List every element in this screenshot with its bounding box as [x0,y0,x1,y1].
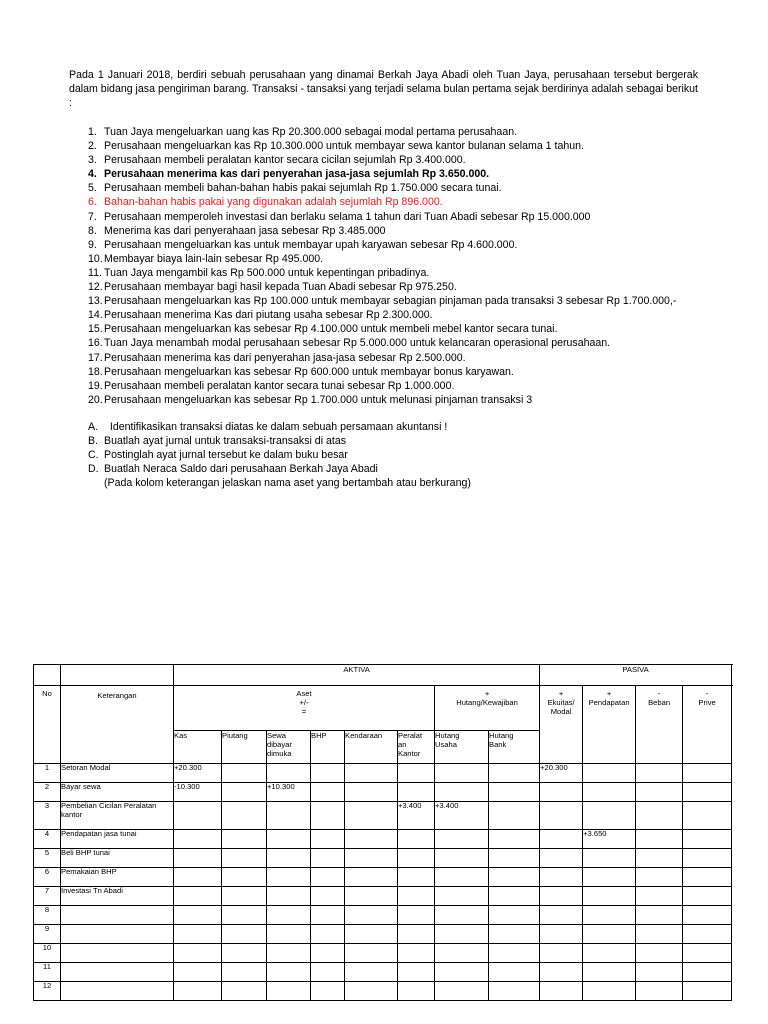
transaction-item [88,181,676,195]
table-cell [345,764,398,783]
table-cell: -10.300 [174,783,222,802]
col-bhp: BHP [311,731,345,764]
table-cell [174,887,222,906]
table-row [34,925,732,944]
transaction-item [88,210,676,224]
item-text: Perusahaan mengeluarkan kas Rp 10.300.000 untuk membayar sewa kantor bulanan selama 1 tahun. [104,140,584,153]
table-cell [540,783,583,802]
header-pendapatan: + Pendapatan [583,686,636,764]
table-cell [311,868,345,887]
item-letter: B. [88,434,99,447]
table-cell [489,783,540,802]
item-number: 8. [88,224,97,237]
table-cell [489,906,540,925]
table-cell [174,982,222,1001]
accounting-equation-table [33,664,732,1001]
transaction-item [88,266,676,280]
row-keterangan: Beli BHP tunai [61,849,174,868]
item-text: Menerima kas dari penyerahaan jasa sebesar Rp 3.485.000 [104,224,386,237]
table-cell [489,887,540,906]
table-row [34,868,732,887]
item-text: Perusahaan mengeluarkan kas untuk membayar upah karyawan sebesar Rp 4.600.000. [104,238,518,251]
table-cell [489,963,540,982]
transaction-item [88,153,676,167]
table-cell [345,982,398,1001]
table-cell [398,906,435,925]
table-cell [489,868,540,887]
row-number: 3 [34,802,61,830]
row-number: 10 [34,944,61,963]
table-cell [222,849,267,868]
table-cell [540,868,583,887]
table-cell [174,849,222,868]
header-no: No [34,686,61,764]
transaction-item [88,365,676,379]
table-cell [311,963,345,982]
table-cell [311,906,345,925]
transaction-item [88,351,676,365]
table-cell [435,887,489,906]
table-cell [345,830,398,849]
table-row [34,783,732,802]
table-cell [636,830,683,849]
table-cell [345,944,398,963]
table-cell [540,906,583,925]
table-cell [174,925,222,944]
item-text: Tuan Jaya mengeluarkan uang kas Rp 20.300.000 sebagai modal pertama perusahaan. [104,126,518,138]
table-cell [222,764,267,783]
table-cell [489,944,540,963]
table-cell [267,944,311,963]
item-text: Perusahaan mengeluarkan kas sebesar Rp 4.100.000 untuk membeli mebel kantor secara tunai. [104,323,558,336]
table-cell: +10.300 [267,783,311,802]
row-number: 11 [34,963,61,982]
table-cell [345,783,398,802]
row-number: 9 [34,925,61,944]
table-cell: +3.400 [435,802,489,830]
table-cell [540,849,583,868]
table-cell [345,963,398,982]
row-number: 1 [34,764,61,783]
transaction-item [88,280,676,294]
table-cell [398,764,435,783]
table-cell [636,802,683,830]
table-cell [174,868,222,887]
item-number: 1. [88,126,97,138]
transaction-item [88,379,676,393]
table-cell [267,963,311,982]
item-text: Tuan Jaya mengambil kas Rp 500.000 untuk kepentingan pribadinya. [104,266,430,279]
table-cell [345,802,398,830]
header-hutang: + Hutang/Kewajiban [435,686,540,731]
table-row [34,906,732,925]
table-cell [540,887,583,906]
instruction-item [88,463,447,477]
table-cell [345,868,398,887]
table-cell [398,887,435,906]
item-text: Tuan Jaya menambah modal perusahaan sebesar Rp 5.000.000 untuk kelancaran operasional perusahaan. [104,337,611,350]
table-cell [583,982,636,1001]
transaction-item [88,393,676,407]
table-cell [222,887,267,906]
transaction-item [88,238,676,252]
table-cell: +20.300 [174,764,222,783]
row-keterangan [61,906,174,925]
transaction-item [88,252,676,266]
transaction-list [88,125,676,407]
table-cell [683,944,732,963]
instruction-list [88,421,447,477]
item-number: 3. [88,154,97,167]
item-text: Perusahaan mengeluarkan kas Rp 100.000 untuk membayar sebagian pinjaman pada transaksi 3 sebesar Rp 1.700.000,- [104,295,677,308]
row-keterangan: Pendapatan jasa tunai [61,830,174,849]
table-cell [636,783,683,802]
item-letter: C. [88,448,99,461]
header-keterangan: Keterangan [61,686,174,764]
header-aset [174,686,435,731]
transaction-item [88,336,676,350]
table-cell [345,849,398,868]
row-keterangan: Setoran Modal [61,764,174,783]
table-cell [583,963,636,982]
transaction-item-bold [88,167,676,181]
table-cell [267,764,311,783]
table-cell [583,783,636,802]
table-cell [222,906,267,925]
table-cell [583,925,636,944]
row-number: 5 [34,849,61,868]
item-text: Postinglah ayat jurnal tersebut ke dalam buku besar [104,448,348,461]
item-text: Perusahaan membeli peralatan kantor secara cicilan sejumlah Rp 3.400.000. [104,154,466,167]
table-cell [636,944,683,963]
table-cell [435,982,489,1001]
table-cell [398,868,435,887]
transaction-item [88,139,676,153]
table-cell [398,830,435,849]
item-number: 18. [88,365,103,378]
table-cell [683,764,732,783]
table-cell [311,887,345,906]
item-text: Perusahaan menerima Kas dari piutang usaha sebesar Rp 2.300.000. [104,309,433,322]
header-ekuitas: + Ekuitas/ Modal [540,686,583,764]
table-cell [683,925,732,944]
table-cell [489,982,540,1001]
table-cell [311,764,345,783]
item-number: 10. [88,252,103,265]
header-aktiva: AKTIVA [174,665,540,686]
row-keterangan [61,925,174,944]
table-row [34,887,732,906]
table-cell [583,868,636,887]
table-row [34,963,732,982]
row-keterangan [61,944,174,963]
header-prive: - Prive [683,686,732,764]
item-number: 11. [88,266,102,279]
item-text: Bahan-bahan habis pakai yang digunakan adalah sejumlah Rp 896.000. [104,196,443,209]
table-cell [222,830,267,849]
item-text: Perusahaan menerima kas dari penyerahan jasa-jasa sejumlah Rp 3.650.000. [104,168,490,181]
table-cell [222,982,267,1001]
table-cell [489,764,540,783]
table-cell [435,764,489,783]
table-cell [398,982,435,1001]
table-cell [636,887,683,906]
item-number: 9. [88,238,97,251]
table-cell [540,830,583,849]
table-cell [636,849,683,868]
instruction-note: (Pada kolom keterangan jelaskan nama aset yang bertambah atau berkurang) [104,477,471,489]
item-text: Perusahaan menerima kas dari penyerahan jasa-jasa sebesar Rp 2.500.000. [104,351,466,364]
header-pasiva: PASIVA [540,665,732,686]
table-cell [435,783,489,802]
table-cell: +20.300 [540,764,583,783]
table-cell [267,802,311,830]
table-cell [540,963,583,982]
transaction-item-red [88,195,676,209]
table-cell [222,944,267,963]
table-cell [683,868,732,887]
table-row [34,944,732,963]
table-cell [398,963,435,982]
table-cell [435,849,489,868]
table-cell [267,868,311,887]
table-cell [267,830,311,849]
table-cell [174,944,222,963]
item-text: Perusahaan mengeluarkan kas sebesar Rp 1.700.000 untuk melunasi pinjaman transaksi 3 [104,393,533,406]
row-number: 6 [34,868,61,887]
header-beban: - Beban [636,686,683,764]
table-row [34,849,732,868]
table-cell [540,944,583,963]
table-cell [311,830,345,849]
table-cell [583,944,636,963]
table-cell: +3.400 [398,802,435,830]
table-cell [636,982,683,1001]
table-cell [311,849,345,868]
table-cell [311,982,345,1001]
table-cell [683,887,732,906]
aset-label: Aset [296,689,312,698]
table-cell [345,887,398,906]
item-text: Perusahaan membeli bahan-bahan habis pakai sejumlah Rp 1.750.000 secara tunai. [104,182,502,195]
table-row [34,830,732,849]
table-cell [636,868,683,887]
table-cell [435,963,489,982]
table-cell [583,887,636,906]
col-sewa: Sewa dibayar dimuka [267,731,311,764]
row-keterangan: Bayar sewa [61,783,174,802]
table-cell [311,802,345,830]
row-number: 4 [34,830,61,849]
table-cell [222,783,267,802]
table-cell [583,764,636,783]
col-kendaraan: Kendaraan [345,731,398,764]
intro-paragraph: Pada 1 Januari 2018, berdiri sebuah perusahaan yang dinamai Berkah Jaya Abadi oleh Tuan Jaya, perusahaan tersebut bergerak dalam bidang jasa pengiriman barang. Transaksi - tansaksi yang terjadi selama bulan pertama sejak berdirinya adalah sebagai berikut : [69,69,698,110]
table-cell [398,925,435,944]
table-cell [489,849,540,868]
table-cell: +3.650 [583,830,636,849]
table-cell [636,906,683,925]
row-number: 7 [34,887,61,906]
table-cell [267,906,311,925]
table-cell [583,906,636,925]
table-cell [222,868,267,887]
table-cell [683,802,732,830]
item-text: Buatlah Neraca Saldo dari perusahaan Berkah Jaya Abadi [104,462,378,475]
item-number: 6. [88,196,97,209]
table-cell [398,944,435,963]
col-piutang: Piutang [222,731,267,764]
table-cell [267,982,311,1001]
table-cell [311,925,345,944]
instruction-item [88,421,447,435]
item-number: 20. [88,393,103,406]
col-peralatan: Peralat an Kantor [398,731,435,764]
transaction-item [88,322,676,336]
table-cell [174,906,222,925]
table-cell [174,963,222,982]
row-keterangan: Pemakaian BHP [61,868,174,887]
col-hutang-usaha: Hutang Usaha [435,731,489,764]
table-cell [435,906,489,925]
row-keterangan: Pembelian Cicilan Peralatan kantor [61,802,174,830]
row-keterangan: Investasi Tn Abadi [61,887,174,906]
item-text: Perusahaan membayar bagi hasil kepada Tuan Abadi sebesar Rp 975.250. [104,281,457,294]
item-number: 13. [88,295,103,308]
table-cell [683,783,732,802]
item-number: 17. [88,351,103,364]
table-cell [174,830,222,849]
table-cell [435,830,489,849]
item-number: 16. [88,337,103,350]
row-keterangan [61,963,174,982]
item-number: 14. [88,309,103,322]
table-cell [174,802,222,830]
item-number: 15. [88,323,103,336]
table-row [34,802,732,830]
row-number: 8 [34,906,61,925]
item-number: 5. [88,182,97,195]
table-cell [345,906,398,925]
row-keterangan [61,982,174,1001]
table-cell [540,925,583,944]
transaction-item [88,125,676,139]
transaction-item [88,294,676,308]
table-cell [636,925,683,944]
table-cell [311,944,345,963]
table-cell [222,963,267,982]
table-cell [583,849,636,868]
ledger-body [34,764,732,1001]
item-text: Buatlah ayat jurnal untuk transaksi-transaksi di atas [104,434,347,447]
item-number: 4. [88,168,97,181]
table-cell [345,925,398,944]
table-cell [398,783,435,802]
table-cell [683,830,732,849]
item-number: 12. [88,281,103,294]
table-cell [435,944,489,963]
instruction-item [88,435,447,449]
table-cell [398,849,435,868]
item-text: Perusahaan membeli peralatan kantor secara tunai sebesar Rp 1.000.000. [104,379,455,392]
item-text: Membayar biaya lain-lain sebesar Rp 495.000. [104,252,324,265]
table-cell [435,925,489,944]
header-blank [61,665,174,686]
transaction-item [88,224,676,238]
item-letter: A. [88,421,99,433]
table-cell [636,963,683,982]
row-number: 2 [34,783,61,802]
aset-sign: +/- [299,698,309,707]
row-number: 12 [34,982,61,1001]
table-cell [540,982,583,1001]
aset-eq: = [301,707,307,716]
col-hutang-bank: Hutang Bank [489,731,540,764]
item-text: Perusahaan memperoleh investasi dan berlaku selama 1 tahun dari Tuan Abadi sebesar Rp 15.000.000 [104,210,591,223]
table-cell [683,906,732,925]
table-cell [311,783,345,802]
table-row [34,764,732,783]
table-cell [267,887,311,906]
table-cell [683,982,732,1001]
instruction-item [88,449,447,463]
item-text: Perusahaan mengeluarkan kas sebesar Rp 600.000 untuk membayar bonus karyawan. [104,365,514,378]
col-kas: Kas [174,731,222,764]
table-cell [489,830,540,849]
table-cell [636,764,683,783]
table-cell [489,925,540,944]
item-number: 19. [88,379,103,392]
table-cell [683,849,732,868]
table-cell [222,802,267,830]
table-cell [267,925,311,944]
header-blank [34,665,61,686]
item-number: 2. [88,140,97,153]
table-cell [540,802,583,830]
item-letter: D. [88,462,99,475]
table-cell [489,802,540,830]
table-cell [583,802,636,830]
table-cell [222,925,267,944]
table-cell [435,868,489,887]
transaction-item [88,308,676,322]
table-cell [683,963,732,982]
item-text: Identifikasikan transaksi diatas ke dalam sebuah persamaan akuntansi ! [104,421,448,433]
item-number: 7. [88,210,97,223]
table-cell [267,849,311,868]
table-row [34,982,732,1001]
